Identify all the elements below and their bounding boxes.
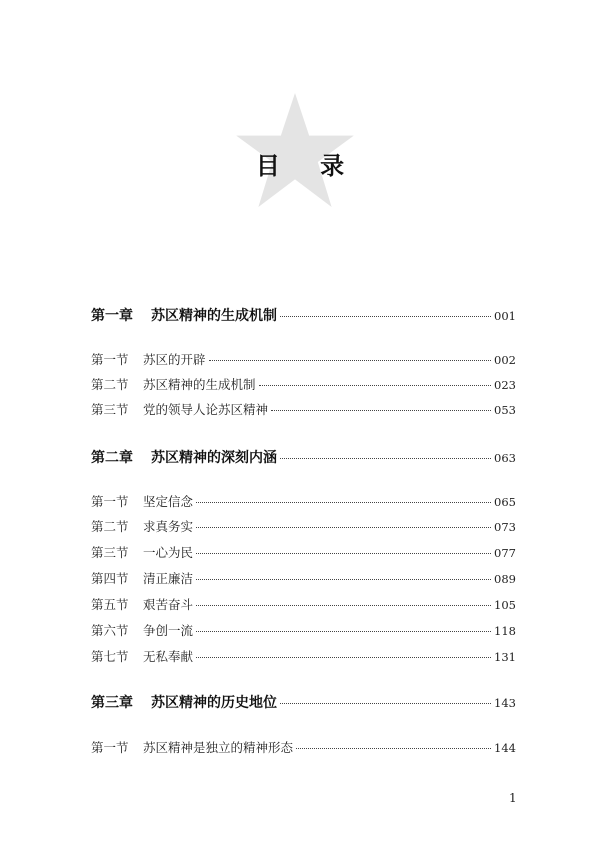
leader-dots bbox=[196, 631, 491, 632]
section-number: 第七节 bbox=[91, 649, 129, 664]
leader-dots bbox=[296, 748, 491, 749]
section-title: 清正廉洁 bbox=[143, 571, 194, 586]
leader-dots bbox=[196, 527, 491, 528]
page-number: 144 bbox=[494, 741, 516, 755]
leader-dots bbox=[196, 553, 491, 554]
section-number: 第四节 bbox=[91, 571, 129, 586]
toc-section[interactable] bbox=[91, 738, 516, 756]
section-title: 苏区精神的生成机制 bbox=[143, 377, 256, 392]
leader-dots bbox=[196, 657, 491, 658]
chapter-number: 第二章 bbox=[91, 450, 133, 466]
leader-dots bbox=[196, 502, 491, 503]
section-title: 求真务实 bbox=[143, 519, 194, 534]
section-number: 第一节 bbox=[91, 352, 129, 367]
page-number: 077 bbox=[494, 546, 516, 560]
section-number: 第一节 bbox=[91, 494, 129, 509]
section-number: 第二节 bbox=[91, 519, 129, 534]
section-title: 苏区的开辟 bbox=[143, 352, 206, 367]
page-number: 073 bbox=[494, 520, 516, 534]
toc-section[interactable] bbox=[91, 517, 516, 535]
toc-section[interactable] bbox=[91, 350, 516, 368]
section-title: 党的领导人论苏区精神 bbox=[143, 402, 269, 417]
chapter-title: 苏区精神的生成机制 bbox=[151, 308, 277, 324]
page-title: 目 录 bbox=[255, 152, 361, 180]
toc-section[interactable] bbox=[91, 621, 516, 639]
chapter-number: 第一章 bbox=[91, 308, 133, 324]
section-number: 第三节 bbox=[91, 545, 129, 560]
page-number: 065 bbox=[494, 495, 516, 509]
page-number: 063 bbox=[494, 451, 516, 465]
section-title: 争创一流 bbox=[143, 623, 194, 638]
section-title: 一心为民 bbox=[143, 545, 194, 560]
leader-dots bbox=[280, 458, 491, 459]
chapter-number: 第三章 bbox=[91, 695, 133, 711]
toc-section[interactable] bbox=[91, 400, 516, 418]
page-folio: 1 bbox=[509, 791, 517, 805]
leader-dots bbox=[259, 385, 492, 386]
toc-section[interactable] bbox=[91, 647, 516, 665]
leader-dots bbox=[280, 316, 491, 317]
section-number: 第二节 bbox=[91, 377, 129, 392]
section-title: 坚定信念 bbox=[143, 494, 194, 509]
toc-section[interactable] bbox=[91, 543, 516, 561]
section-number: 第三节 bbox=[91, 402, 129, 417]
leader-dots bbox=[196, 605, 491, 606]
page-number: 001 bbox=[494, 309, 516, 323]
toc-section[interactable] bbox=[91, 492, 516, 510]
page-number: 143 bbox=[494, 696, 516, 710]
toc-chapter-1[interactable] bbox=[91, 305, 516, 325]
section-title: 苏区精神是独立的精神形态 bbox=[143, 740, 294, 755]
section-title: 无私奉献 bbox=[143, 649, 194, 664]
toc-chapter-3[interactable] bbox=[91, 692, 516, 712]
page-number: 105 bbox=[494, 598, 516, 612]
leader-dots bbox=[209, 360, 492, 361]
page-number: 089 bbox=[494, 572, 516, 586]
section-number: 第一节 bbox=[91, 740, 129, 755]
page-number: 131 bbox=[494, 650, 516, 664]
toc-chapter-2[interactable] bbox=[91, 447, 516, 467]
chapter-title: 苏区精神的历史地位 bbox=[151, 695, 277, 711]
leader-dots bbox=[280, 703, 491, 704]
section-number: 第六节 bbox=[91, 623, 129, 638]
toc-section[interactable] bbox=[91, 569, 516, 587]
leader-dots bbox=[271, 410, 491, 411]
page-number: 002 bbox=[494, 353, 516, 367]
page-number: 053 bbox=[494, 403, 516, 417]
section-number: 第五节 bbox=[91, 597, 129, 612]
toc-section[interactable] bbox=[91, 375, 516, 393]
toc-section[interactable] bbox=[91, 595, 516, 613]
page-number: 118 bbox=[494, 624, 516, 638]
chapter-title: 苏区精神的深刻内涵 bbox=[151, 450, 277, 466]
page-number: 023 bbox=[494, 378, 516, 392]
leader-dots bbox=[196, 579, 491, 580]
section-title: 艰苦奋斗 bbox=[143, 597, 194, 612]
